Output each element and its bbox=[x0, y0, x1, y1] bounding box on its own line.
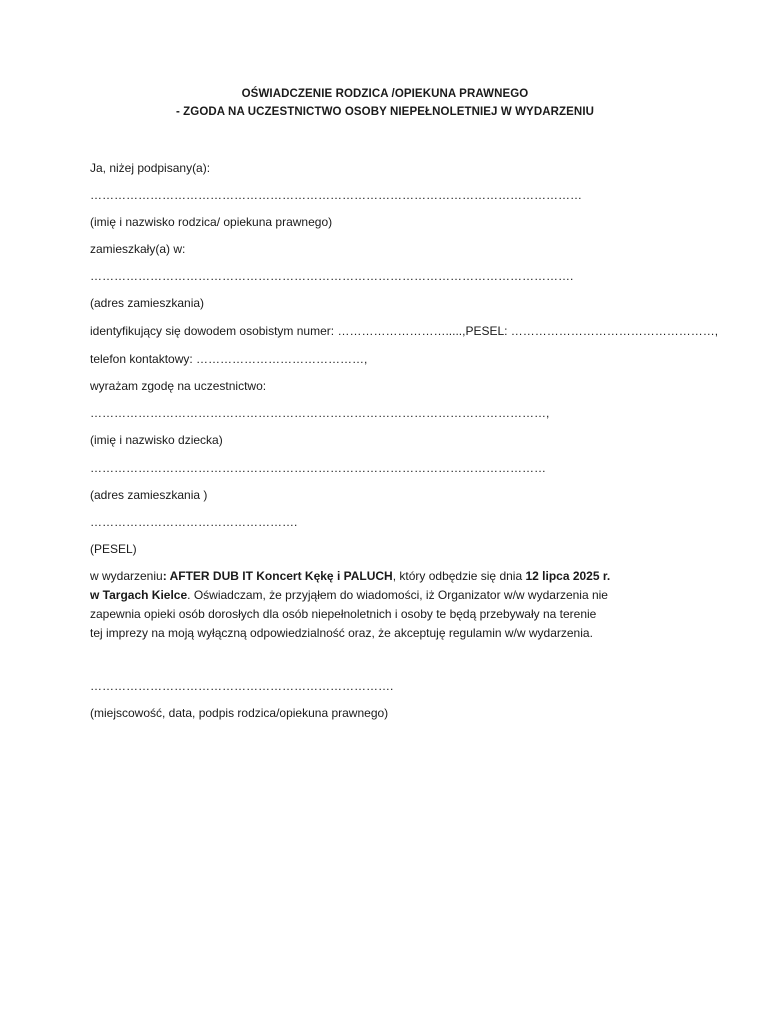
intro-text: Ja, niżej podpisany(a): bbox=[90, 161, 211, 175]
signature-label: (miejscowość, data, podpis rodzica/opiekuna prawnego) bbox=[90, 706, 389, 720]
event-mid: , który odbędzie się dnia bbox=[392, 569, 526, 583]
child-pesel-label: (PESEL) bbox=[90, 542, 137, 556]
child-name-blank: ……………………………………………………………………………………………………, bbox=[90, 406, 550, 420]
parent-name-blank: …………………………………………………………………………………………………………… bbox=[90, 188, 582, 202]
parent-address-label: (adres zamieszkania) bbox=[90, 296, 205, 310]
child-name-label: (imię i nazwisko dziecka) bbox=[90, 433, 223, 447]
event-line-1 bbox=[90, 567, 685, 586]
signature-blank: …………………………………………………………………. bbox=[90, 679, 394, 693]
event-place: w Targach Kielce bbox=[90, 588, 188, 602]
child-pesel-blank: ……………………………………………. bbox=[90, 515, 298, 529]
consent-line: wyrażam zgodę na uczestnictwo: bbox=[90, 379, 267, 393]
event-line-3: zapewnia opieki osób dorosłych dla osób niepełnoletnich i osoby te będą przebywały na terenie bbox=[90, 607, 597, 621]
id-number-blank: identyfikujący się dowodem osobistym numer: ………………………....., bbox=[90, 324, 466, 338]
event-prefix: w wydarzeniu bbox=[90, 569, 163, 583]
event-paragraph bbox=[90, 567, 685, 643]
event-line-2 bbox=[90, 586, 685, 605]
pesel-blank: PESEL: ……………………………………………, bbox=[465, 324, 719, 338]
event-text-1: . Oświadczam, że przyjąłem do wiadomości, iż Organizator w/w wydarzenia nie bbox=[187, 588, 608, 602]
document-title-line2: - ZGODA NA UCZESTNICTWO OSOBY NIEPEŁNOLETNIEJ W WYDARZENIU bbox=[175, 106, 595, 118]
document-title-line1: OŚWIADCZENIE RODZICA /OPIEKUNA PRAWNEGO bbox=[241, 88, 529, 100]
event-name: : AFTER DUB IT Koncert Kękę i PALUCH bbox=[162, 569, 393, 583]
child-address-blank: …………………………………………………………………………………………………… bbox=[90, 461, 546, 475]
residing-label: zamieszkały(a) w: bbox=[90, 242, 186, 256]
parent-address-blank: …………………………………………………………………………………………………………. bbox=[90, 269, 574, 283]
parent-name-label: (imię i nazwisko rodzica/ opiekuna prawnego) bbox=[90, 215, 333, 229]
event-line-4: tej imprezy na moją wyłączną odpowiedzialność oraz, że akceptuję regulamin w/w wydarzenia. bbox=[90, 626, 593, 640]
child-address-label: (adres zamieszkania ) bbox=[90, 488, 208, 502]
phone-line: telefon kontaktowy: ……………………………………, bbox=[90, 352, 368, 366]
id-line bbox=[90, 323, 718, 339]
event-date: 12 lipca 2025 r. bbox=[525, 569, 611, 583]
